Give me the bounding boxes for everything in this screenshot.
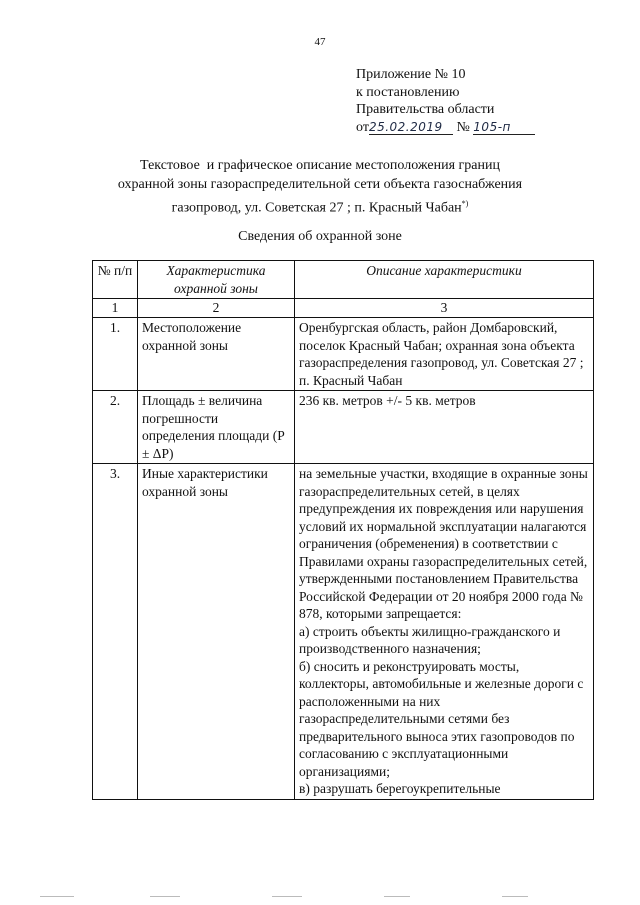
scan-mark [384,896,410,897]
table-row [93,464,594,800]
row-num: 1. [93,318,138,391]
handwritten-date: 25.02.2019 [369,121,453,135]
title-line-1: Текстовое и графическое описание местоположения границ [140,158,500,173]
appendix-line-3: Правительства области [356,102,495,117]
scan-mark [40,896,74,897]
row-description-text: на земельные участки, входящие в охранные зоны газораспределительных сетей, в целях предупреждения их повреждения или нарушения условий их нормальной эксплуатации налагаются ограничения (обременения) в соответствии с Правилами охраны газораспределительных сетей, утвержденными постановлением Правительства Российской Федерации от 20 ноября 2000 года № 878, которыми запрещается: [299,466,588,621]
header-num: № п/п [93,261,138,299]
footnote-mark: *) [461,199,469,208]
appendix-line-1: Приложение № 10 [356,67,466,82]
appendix-line-2: к постановлению [356,84,460,100]
row-description: 236 кв. метров +/- 5 кв. метров [295,391,594,464]
table-row [93,391,594,464]
row-characteristic: Иные характеристики охранной зоны [138,464,295,800]
table-header-row [93,261,594,299]
prohibition-item-b: б) сносить и реконструировать мосты, коллекторы, автомобильные и железные дороги с расположенными на них газораспределительными сетями без предварительного выноса этих газопроводов по согласованию с эксплуатационными организациями; [299,658,584,779]
handwritten-number: 105-п [473,121,535,135]
row-num: 2. [93,391,138,464]
appendix-date-line [356,119,535,137]
scan-mark [502,896,528,897]
header-description: Описание характеристики [295,261,594,299]
protection-zone-table [92,260,594,800]
title-line-3 [60,194,580,218]
appendix-block [356,66,535,136]
row-description: Оренбургская область, район Домбаровский, поселок Красный Чабан; охранная зона объекта газораспределения газопровод, ул. Советская 27 ; п. Красный Чабан [295,318,594,391]
scan-edge-marks [0,896,640,902]
column-number-3: 3 [295,299,594,318]
scan-mark [272,896,302,897]
row-characteristic: Площадь ± величина погрешности определения площади (P ± ΔP) [138,391,295,464]
table-number-row [93,299,594,318]
number-sign: № [456,119,470,135]
prohibition-item-a: а) строить объекты жилищно-гражданского и производственного назначения; [299,623,561,656]
row-num: 3. [93,464,138,800]
column-number-1: 1 [93,299,138,318]
header-characteristic: Характеристика охранной зоны [138,261,295,299]
column-number-2: 2 [138,299,295,318]
appendix-from-prefix: от [356,119,369,135]
row-characteristic: Местоположение охранной зоны [138,318,295,391]
prohibition-item-c: в) разрушать берегоукрепительные [299,781,501,796]
section-subtitle: Сведения об охранной зоне [238,229,402,244]
title-line-2: охранной зоны газораспределительной сети объекта газоснабжения [117,177,523,192]
document-title [60,156,580,218]
table-row [93,318,594,391]
title-line-3-text: газопровод, ул. Советская 27 ; п. Красный Чабан [171,200,462,216]
row-description [295,464,594,800]
scan-mark [150,896,180,897]
page-number: 47 [314,36,326,48]
